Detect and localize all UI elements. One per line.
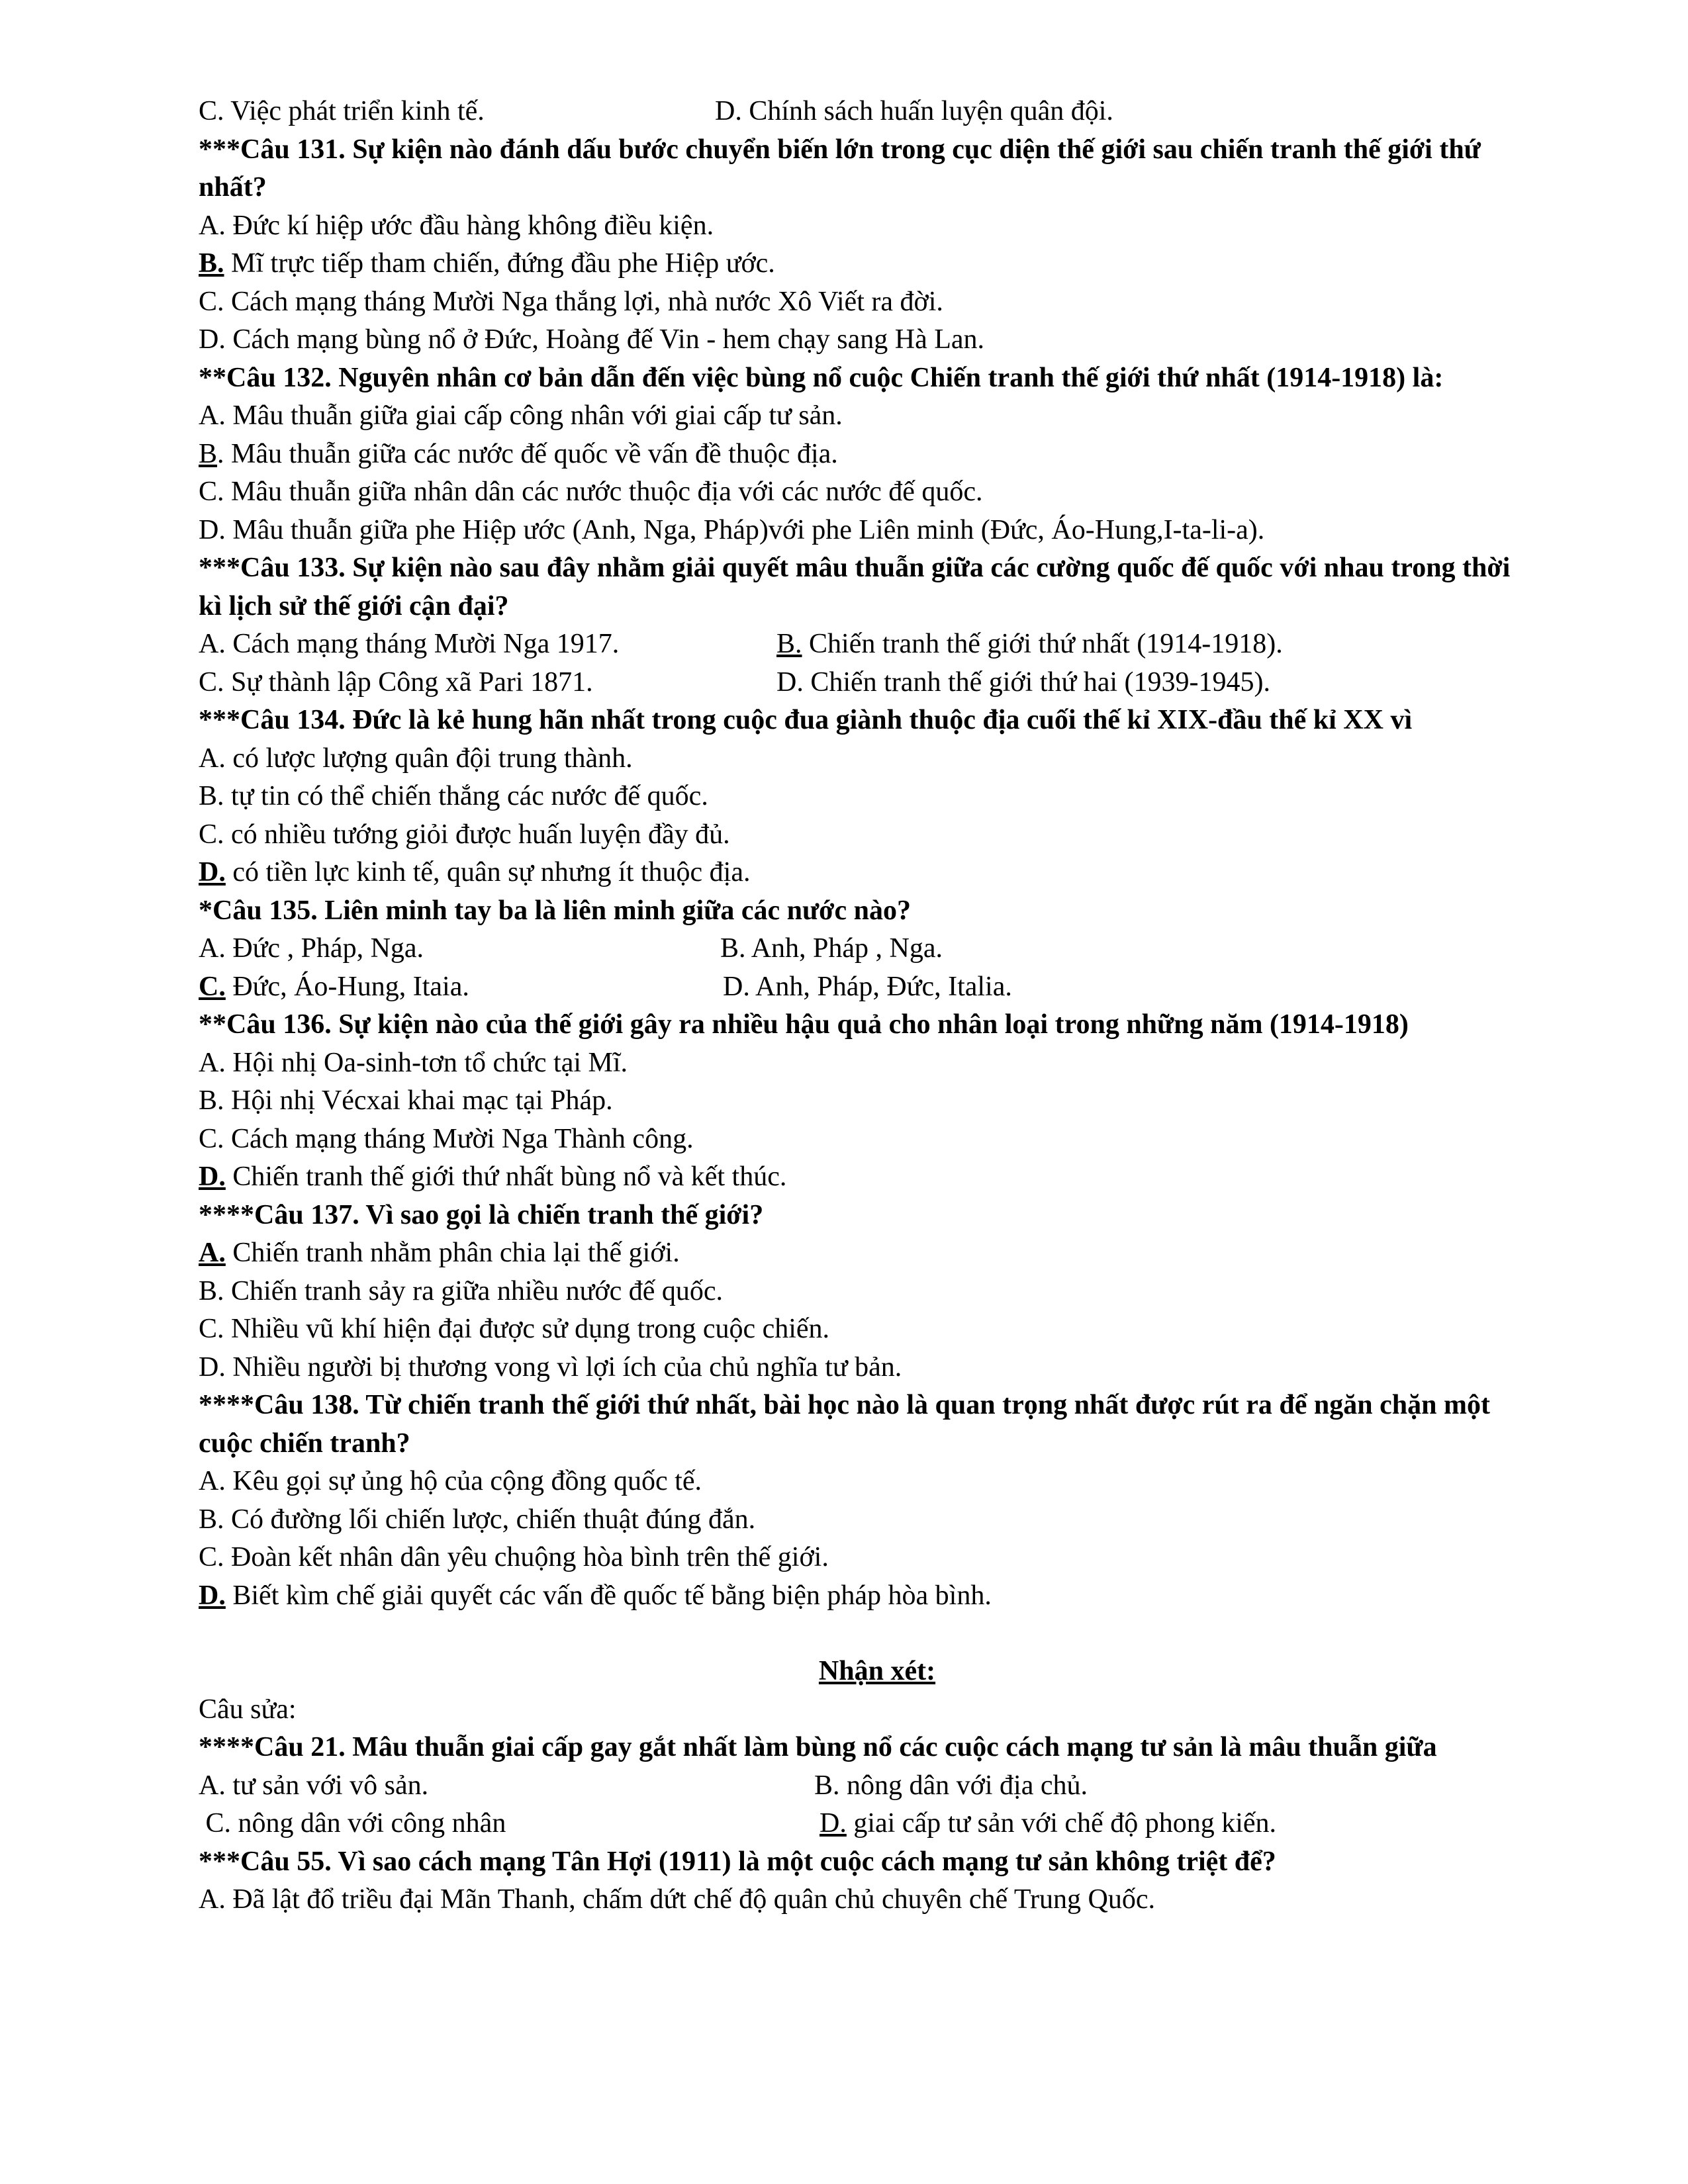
answer-row xyxy=(199,93,1556,131)
question-55: ***Câu 55. Vì sao cách mạng Tân Hợi (1911) là một cuộc cách mạng tư sản không triệt để? xyxy=(199,1846,1276,1877)
option-b: B. tự tin có thể chiến thắng các nước đế quốc. xyxy=(199,781,708,811)
question-131: ***Câu 131. Sự kiện nào đánh dấu bước chuyển biến lớn trong cục diện thế giới sau chiến tranh thế giới thứ nhất? xyxy=(199,134,1481,203)
option-a xyxy=(199,1234,1556,1273)
question-21: ****Câu 21. Mâu thuẫn giai cấp gay gắt nhất làm bùng nổ các cuộc cách mạng tư sản là mâu thuẫn giữa xyxy=(199,1732,1437,1762)
question-133: ***Câu 133. Sự kiện nào sau đây nhằm giải quyết mâu thuẫn giữa các cường quốc đế quốc với nhau trong thời kì lịch sử thế giới cận đại? xyxy=(199,553,1511,621)
answer-key: B xyxy=(199,438,218,469)
option-a: A. Đức kí hiệp ước đầu hàng không điều kiện. xyxy=(199,210,714,241)
answer-key: D. xyxy=(199,1161,226,1192)
option-b xyxy=(199,245,1556,283)
option-b: B. Anh, Pháp , Nga. xyxy=(720,933,943,964)
option-c: C. Mâu thuẫn giữa nhân dân các nước thuộc địa với các nước đế quốc. xyxy=(199,477,983,507)
question-132: **Câu 132. Nguyên nhân cơ bản dẫn đến việc bùng nổ cuộc Chiến tranh thế giới thứ nhất (1914-1918) là: xyxy=(199,362,1444,393)
option-a: A. Mâu thuẫn giữa giai cấp công nhân với giai cấp tư sản. xyxy=(199,400,843,431)
option-a: A. Kêu gọi sự ủng hộ của cộng đồng quốc tế. xyxy=(199,1466,702,1496)
section-label: Câu sửa: xyxy=(199,1694,297,1725)
answer-key: B. xyxy=(199,248,224,279)
option-text: Mĩ trực tiếp tham chiến, đứng đầu phe Hiệp ước. xyxy=(224,248,775,279)
option-a: A. tư sản với vô sản. xyxy=(199,1770,429,1801)
option-d: D. Mâu thuẫn giữa phe Hiệp ước (Anh, Nga, Pháp)với phe Liên minh (Đức, Áo-Hung,I-ta-li-a). xyxy=(199,514,1265,545)
option-d xyxy=(199,1577,1556,1615)
option-text: Chiến tranh nhằm phân chia lại thế giới. xyxy=(225,1238,680,1268)
option-a: A. Đã lật đổ triều đại Mãn Thanh, chấm dứt chế độ quân chủ chuyên chế Trung Quốc. xyxy=(199,1884,1155,1915)
option-text: Đức, Áo-Hung, Itaia. xyxy=(225,971,469,1002)
answer-row xyxy=(199,930,1556,968)
question-135: *Câu 135. Liên minh tay ba là liên minh giữa các nước nào? xyxy=(199,895,911,926)
option-d xyxy=(199,854,1556,892)
option-c: C. Cách mạng tháng Mười Nga Thành công. xyxy=(199,1123,694,1154)
answer-key: B. xyxy=(776,629,802,659)
answer-row xyxy=(199,625,1556,664)
option-text: giai cấp tư sản với chế độ phong kiến. xyxy=(846,1808,1276,1839)
option-b xyxy=(776,625,1283,664)
option-d: D. Chiến tranh thế giới thứ hai (1939-1945). xyxy=(776,666,1271,698)
question-136: **Câu 136. Sự kiện nào của thế giới gây ra nhiều hậu quả cho nhân loại trong những năm (1914-1918) xyxy=(199,1009,1409,1040)
option-d xyxy=(199,1158,1556,1197)
answer-key: C. xyxy=(199,971,226,1002)
option-c: C. Sự thành lập Công xã Pari 1871. xyxy=(199,666,593,698)
option-text: Chiến tranh thế giới thứ nhất bùng nổ và kết thúc. xyxy=(225,1161,787,1192)
option-c: C. Cách mạng tháng Mười Nga thắng lợi, nhà nước Xô Viết ra đời. xyxy=(199,286,943,317)
option-d: D. Nhiều người bị thương vong vì lợi ích của chủ nghĩa tư bản. xyxy=(199,1351,902,1383)
option-c: C. Nhiều vũ khí hiện đại được sử dụng trong cuộc chiến. xyxy=(199,1314,830,1344)
option-c: C. Việc phát triển kinh tế. xyxy=(199,96,485,126)
answer-key: A. xyxy=(199,1238,226,1268)
question-138: ****Câu 138. Từ chiến tranh thế giới thứ nhất, bài học nào là quan trọng nhất được rút ra để ngăn chặn một cuộc chiến tranh? xyxy=(199,1390,1490,1459)
option-b: B. nông dân với địa chủ. xyxy=(814,1770,1088,1801)
option-d: D. Cách mạng bùng nổ ở Đức, Hoàng đế Vin - hem chạy sang Hà Lan. xyxy=(199,324,985,355)
answer-key: D. xyxy=(199,857,226,887)
answer-row xyxy=(199,968,1556,1007)
option-a: A. Hội nhị Oa-sinh-tơn tổ chức tại Mĩ. xyxy=(199,1047,628,1078)
option-b: B. Chiến tranh sảy ra giữa nhiều nước đế quốc. xyxy=(199,1275,724,1306)
option-d: D. Chính sách huấn luyện quân đội. xyxy=(715,96,1113,126)
option-c: C. có nhiều tướng giỏi được huấn luyện đầy đủ. xyxy=(199,819,730,850)
option-a: A. Cách mạng tháng Mười Nga 1917. xyxy=(199,629,620,659)
option-d xyxy=(820,1805,1276,1843)
option-text: Chiến tranh thế giới thứ nhất (1914-1918). xyxy=(802,629,1283,659)
option-text: có tiền lực kinh tế, quân sự nhưng ít thuộc địa. xyxy=(225,857,751,887)
option-c: C. nông dân với công nhân xyxy=(199,1808,506,1839)
answer-key: D. xyxy=(199,1580,226,1611)
option-b: B. Hội nhị Vécxai khai mạc tại Pháp. xyxy=(199,1085,613,1116)
answer-key: D. xyxy=(820,1808,847,1839)
option-c: C. Đoàn kết nhân dân yêu chuộng hòa bình trên thế giới. xyxy=(199,1542,829,1572)
option-b: B. Có đường lối chiến lược, chiến thuật đúng đắn. xyxy=(199,1504,756,1535)
answer-row xyxy=(199,1805,1556,1843)
option-text: . Mâu thuẫn giữa các nước đế quốc về vấn đề thuộc địa. xyxy=(217,438,838,469)
question-134: ***Câu 134. Đức là kẻ hung hãn nhất trong cuộc đua giành thuộc địa cuối thế kỉ XIX-đầu thế kỉ XX vì xyxy=(199,705,1413,735)
question-137: ****Câu 137. Vì sao gọi là chiến tranh thế giới? xyxy=(199,1199,764,1230)
option-a: A. Đức , Pháp, Nga. xyxy=(199,933,424,964)
option-text: Biết kìm chế giải quyết các vấn đề quốc tế bằng biện pháp hòa bình. xyxy=(225,1580,992,1611)
answer-row xyxy=(199,1767,1556,1805)
document-page xyxy=(199,93,1556,1919)
answer-row xyxy=(199,664,1556,702)
option-a: A. có lược lượng quân đội trung thành. xyxy=(199,743,633,774)
option-c xyxy=(199,968,723,1007)
option-d: D. Anh, Pháp, Đức, Italia. xyxy=(723,971,1012,1002)
section-heading: Nhận xét: xyxy=(818,1656,936,1686)
option-b xyxy=(199,435,1556,474)
